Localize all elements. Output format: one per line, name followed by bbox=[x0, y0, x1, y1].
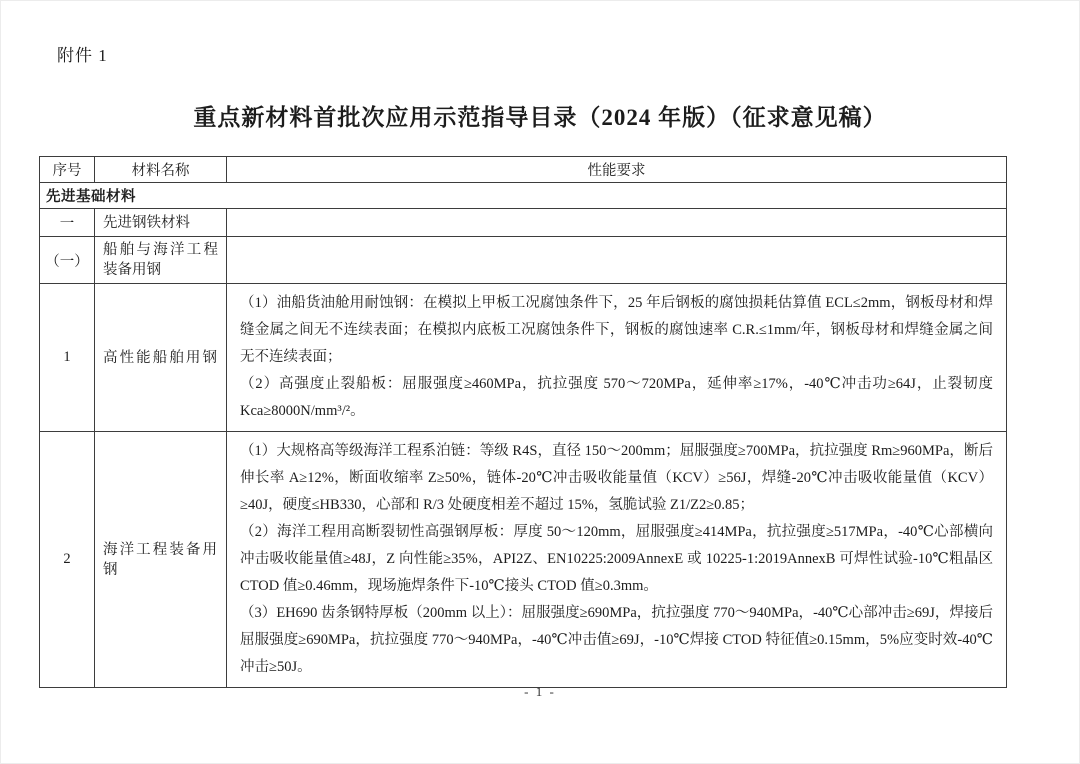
section-title-advanced-basic-materials: 先进基础材料 bbox=[40, 183, 1007, 209]
page-number: - 1 - bbox=[524, 684, 556, 699]
requirements-cell bbox=[227, 284, 1007, 432]
table-header-row bbox=[40, 157, 1007, 183]
requirement-paragraph: （2）高强度止裂船板：屈服强度≥460MPa，抗拉强度 570～720MPa，延伸率≥17%，-40℃冲击功≥64J，止裂韧度 Kca≥8000N/mm³/²。 bbox=[240, 376, 993, 419]
table-header-material-name: 材料名称 bbox=[95, 157, 227, 183]
table-row bbox=[40, 237, 1007, 284]
row-number-cell: （一） bbox=[40, 237, 95, 284]
material-name-cell: 海洋工程装备用钢 bbox=[95, 432, 227, 688]
requirements-cell bbox=[227, 432, 1007, 688]
requirement-paragraph: （2）海洋工程用高断裂韧性高强钢厚板：厚度 50～120mm，屈服强度≥414MPa，抗拉强度≥517MPa，-40℃心部横向冲击吸收能量值≥48J，Z 向性能≥35%，API2Z、EN10225:2009AnnexE 或 10225-1:2019AnnexB 可焊性试验-10℃粗晶区 CTOD 值≥0.46mm，现场施焊条件下-10℃接头 CTOD 值≥0.3mm。 bbox=[240, 524, 993, 594]
materials-catalog-table bbox=[39, 156, 1007, 688]
table-row bbox=[40, 432, 1007, 688]
requirement-paragraph: （3）EH690 齿条钢特厚板（200mm 以上）：屈服强度≥690MPa，抗拉强度 770～940MPa，-40℃心部冲击≥69J，焊接后屈服强度≥690MPa，抗拉强度 770～940MPa，-40℃冲击值≥69J，-10℃焊接 CTOD 特征值≥0.15mm，5%应变时效-40℃冲击≥50J。 bbox=[240, 605, 993, 675]
requirements-cell bbox=[227, 237, 1007, 284]
table-header-no: 序号 bbox=[40, 157, 95, 183]
row-number-cell: 一 bbox=[40, 209, 95, 237]
table-row bbox=[40, 209, 1007, 237]
table-header-performance-req: 性能要求 bbox=[227, 157, 1007, 183]
table-section-row bbox=[40, 183, 1007, 209]
material-name-cell: 船舶与海洋工程装备用钢 bbox=[95, 237, 227, 284]
row-number-cell: 2 bbox=[40, 432, 95, 688]
requirements-cell bbox=[227, 209, 1007, 237]
table-row bbox=[40, 284, 1007, 432]
requirement-paragraph: （1）大规格高等级海洋工程系泊链：等级 R4S，直径 150～200mm；屈服强度≥700MPa，抗拉强度 Rm≥960MPa，断后伸长率 A≥12%，断面收缩率 Z≥50%，链体-20℃冲击吸收能量值（KCV）≥56J，焊缝-20℃冲击吸收能量值（KCV）≥40J，硬度≤HB330，心部和 R/3 处硬度相差不超过 15%，氢脆试验 Z1/Z2≥0.85； bbox=[240, 443, 993, 513]
material-name-cell: 先进钢铁材料 bbox=[95, 209, 227, 237]
material-name-cell: 高性能船舶用钢 bbox=[95, 284, 227, 432]
page-title: 重点新材料首批次应用示范指导目录（2024 年版）（征求意见稿） bbox=[193, 105, 887, 130]
row-number-cell: 1 bbox=[40, 284, 95, 432]
attachment-label: 附件 1 bbox=[57, 46, 108, 65]
requirement-paragraph: （1）油船货油舱用耐蚀钢：在模拟上甲板工况腐蚀条件下，25 年后钢板的腐蚀损耗估算值 ECL≤2mm，钢板母材和焊缝金属之间无不连续表面；在模拟内底板工况腐蚀条件下，钢板的腐蚀速率 C.R.≤1mm/年，钢板母材和焊缝金属之间无不连续表面； bbox=[240, 295, 993, 365]
